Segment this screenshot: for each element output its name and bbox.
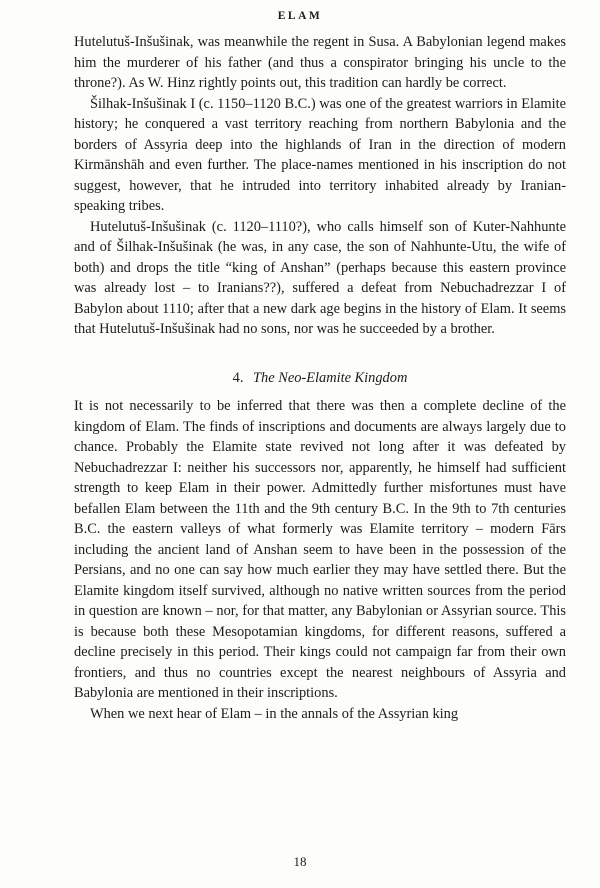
section-title: The Neo-Elamite Kingdom bbox=[253, 369, 408, 386]
page-number: 18 bbox=[293, 854, 307, 869]
body-text bbox=[74, 32, 566, 724]
running-head: ELAM bbox=[277, 10, 323, 22]
paragraph-regent: Hutelutuš-Inšušinak, was meanwhile the regent in Susa. A Babylonian legend makes him the murderer of his father (and thus a conspirator bringing his uncle to the throne?). As W. Hinz rightly points out, this tradition can hardly be correct. bbox=[74, 34, 566, 91]
section-number: 4. bbox=[232, 369, 244, 386]
paragraph-neo-elamite: It is not necessarily to be inferred that there was then a complete decline of the kingdom of Elam. The finds of inscriptions and documents are always largely due to chance. Probably the Elamite state revived not long after it was defeated by Nebuchadrezzar I: neither his successors nor, apparently, he himself had sufficient strength to keep Elam in their power. Admittedly further misfortunes must have befallen Elam between the 11th and the 9th century B.C. In the 9th to 7th centuries B.C. the eastern valleys of what formerly was Elamite territory – modern Fārs including the ancient land of Anshan seem to have been in the possession of the Persians, and no one can say how much earlier they may have settled there. But the Elamite kingdom itself survived, although no native written sources from the period in question are known – nor, for that matter, any Babylonian or Assyrian source. This is because both these Mesopotamian kingdoms, for different reasons, suffered a decline precisely in this period. Their kings could not campaign far from their own frontiers, and thus no countries except the nearest neighbours of Assyria and Babylonia are mentioned in their inscriptions. bbox=[74, 398, 566, 701]
section-heading bbox=[74, 368, 566, 389]
paragraph-silhak-insusinak: Šilhak-Inšušinak I (c. 1150–1120 B.C.) was one of the greatest warriors in Elamite history; he conquered a vast territory reaching from northern Babylonia and the borders of Assyria deep into the highlands of Iran in the direction of modern Kirmānshāh and even further. The place-names mentioned in his inscription do not suggest, however, that he intruded into territory inhabited already by Iranian-speaking tribes. bbox=[74, 95, 566, 214]
paragraph-hutelutus-insusinak: Hutelutuš-Inšušinak (c. 1120–1110?), who calls himself son of Kuter-Nahhunte and of Šilhak-Inšušinak (he was, in any case, the son of Nahhunte-Utu, the wife of both) and drops the title “king of Anshan” (perhaps because this eastern province was already lost – to Iranians??), suffered a defeat from Nebuchadrezzar I of Babylon about 1110; after that a new dark age begins in the history of Elam. It seems that Hutelutuš-Inšušinak had no sons, nor was he succeeded by a brother. bbox=[74, 218, 566, 337]
paragraph-assyrian-annals: When we next hear of Elam – in the annals of the Assyrian king bbox=[90, 705, 459, 722]
